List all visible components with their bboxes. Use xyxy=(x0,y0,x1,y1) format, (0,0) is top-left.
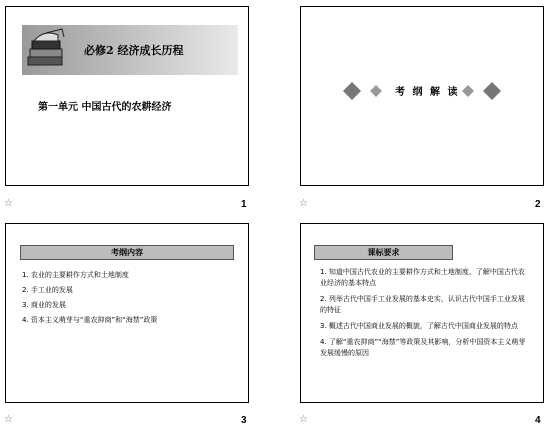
list-item: 2. 列举古代中国手工业发展的基本史实，认识古代中国手工业发展的特征 xyxy=(320,295,525,314)
section-header: 考纲内容 xyxy=(20,245,234,260)
content-list xyxy=(320,267,530,364)
list-item: 4. 了解“重农抑商”“海禁”等政策及其影响，分析中国资本主义萌芽发展缓慢的原因 xyxy=(320,338,526,357)
slide-2[interactable] xyxy=(300,6,544,186)
star-icon: ☆ xyxy=(299,198,308,209)
slide-1[interactable] xyxy=(5,6,249,186)
star-icon: ☆ xyxy=(299,414,308,425)
slide-number: 1 xyxy=(241,199,247,210)
star-icon: ☆ xyxy=(4,414,13,425)
slide-number: 3 xyxy=(241,415,247,426)
slide-number: 4 xyxy=(535,415,541,426)
list-item: 2. 手工业的发展 xyxy=(22,286,73,294)
section-header: 课标要求 xyxy=(314,245,453,260)
list-item: 1. 农业的主要耕作方式和土地制度 xyxy=(22,271,129,279)
unit-title: 第一单元 中国古代的农耕经济 xyxy=(38,102,172,113)
slide-4[interactable] xyxy=(300,223,544,403)
title-banner xyxy=(22,25,238,75)
books-icon xyxy=(24,27,70,73)
slide-number: 2 xyxy=(535,199,541,210)
content-list xyxy=(22,270,157,330)
star-icon: ☆ xyxy=(4,198,13,209)
list-item: 3. 商业的发展 xyxy=(22,301,66,309)
slide-title: 考 纲 解 读 xyxy=(395,87,460,98)
banner-title: 必修2 经济成长历程 xyxy=(84,44,184,57)
list-item: 3. 概述古代中国商业发展的概貌，了解古代中国商业发展的特点 xyxy=(320,322,518,330)
list-item: 4. 资本主义萌芽与“重农抑商”和“海禁”政策 xyxy=(22,316,158,324)
slide-3[interactable] xyxy=(5,223,249,403)
list-item: 1. 知道中国古代农业的主要耕作方式和土地制度，了解中国古代农业经济的基本特点 xyxy=(320,268,525,287)
